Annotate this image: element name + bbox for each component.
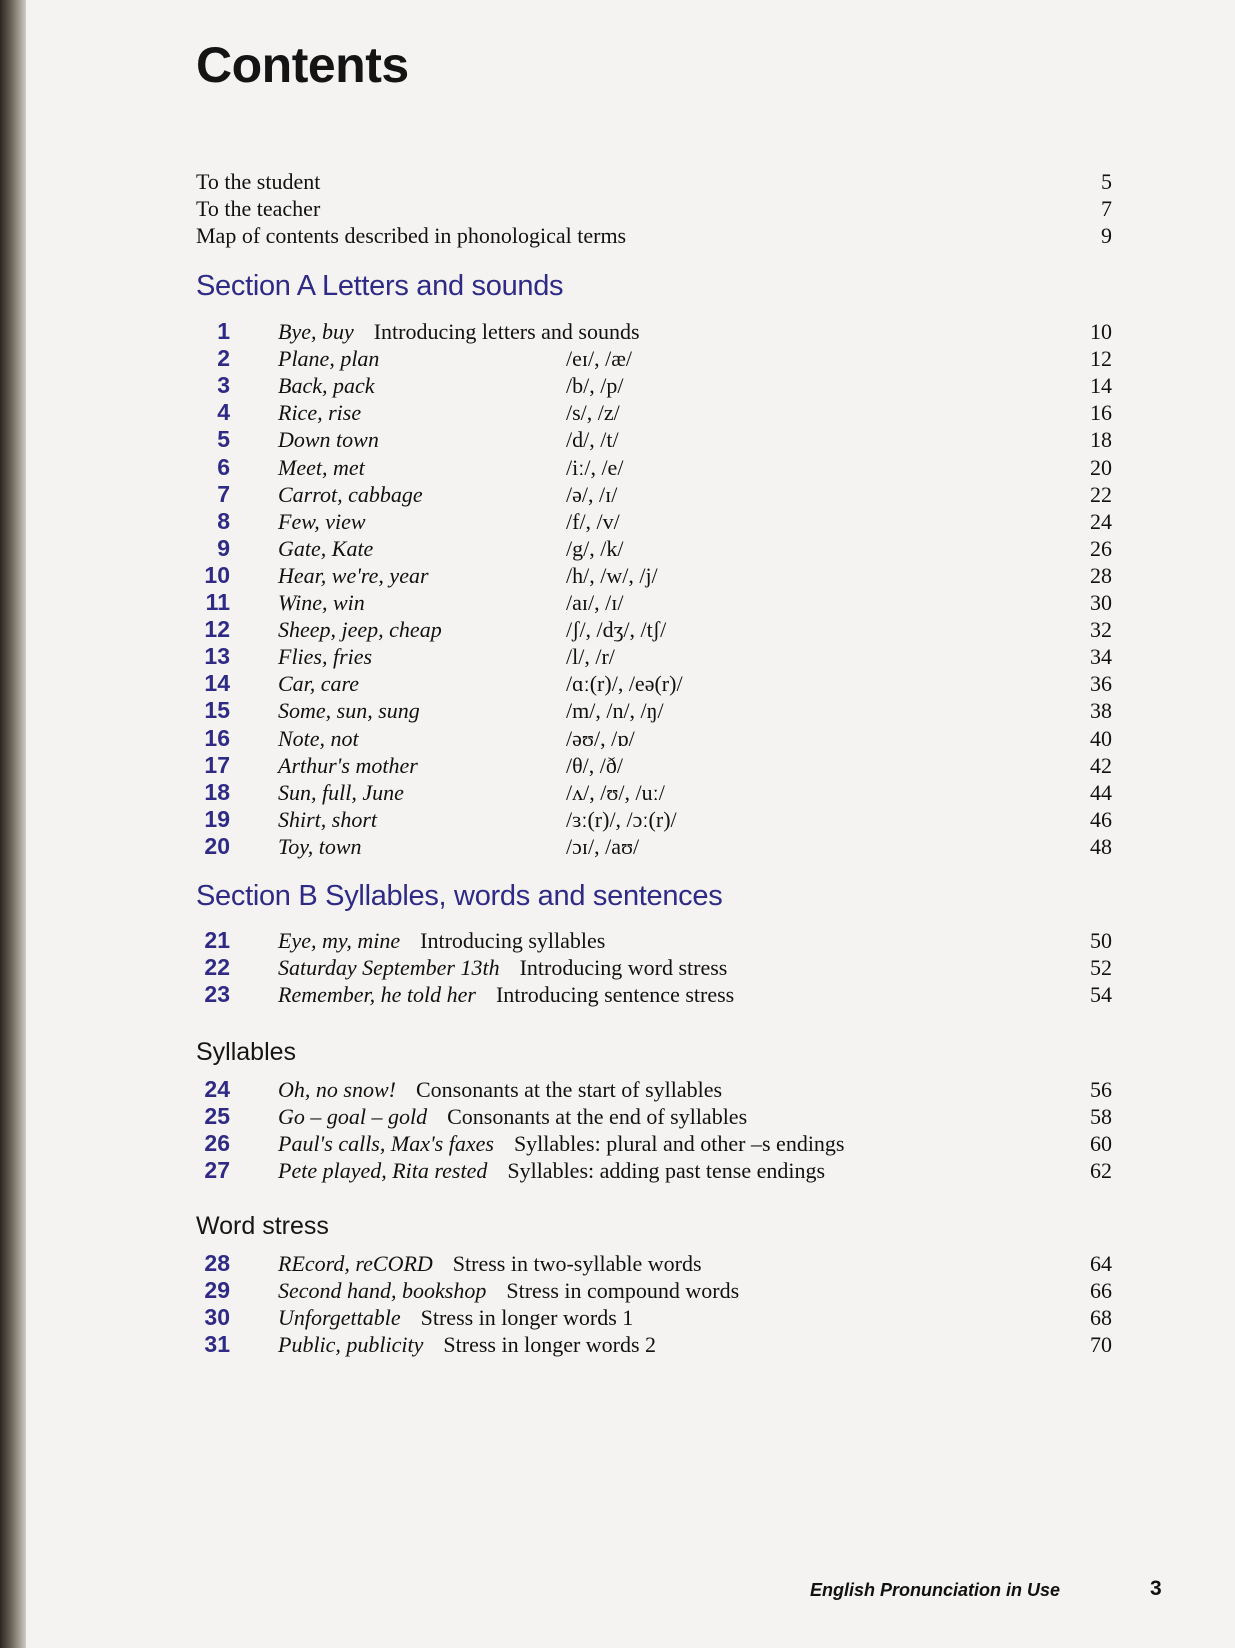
unit-sounds: /θ/, /ð/ [566, 752, 623, 778]
page-number: 12 [1090, 346, 1112, 372]
unit-title: Car, care [278, 671, 360, 697]
page-number: 64 [1090, 1251, 1112, 1276]
page-title: Contents [196, 37, 409, 93]
unit-title-group [278, 1157, 825, 1184]
unit-number: 26 [204, 1130, 230, 1156]
word-stress-heading: Word stress [196, 1212, 329, 1240]
page-number: 16 [1090, 400, 1112, 426]
unit-row [196, 833, 1112, 860]
page-number: 48 [1090, 833, 1112, 859]
unit-number: 25 [204, 1103, 230, 1129]
unit-title: Oh, no snow! [278, 1077, 396, 1102]
unit-number: 24 [204, 1076, 230, 1102]
page-number: 9 [1101, 223, 1112, 248]
unit-title-group [278, 1103, 747, 1130]
unit-row [196, 318, 1112, 345]
page-number: 7 [1101, 196, 1112, 221]
unit-title-group [278, 752, 438, 779]
unit-number: 21 [204, 927, 230, 953]
unit-title: Rice, rise [278, 400, 362, 426]
unit-number: 8 [217, 507, 230, 534]
unit-number: 19 [204, 805, 230, 832]
page-number: 28 [1090, 562, 1112, 588]
unit-number: 9 [217, 534, 230, 561]
unit-title-group [278, 426, 399, 453]
unit-number: 22 [204, 954, 230, 980]
unit-title-group [278, 643, 392, 670]
page-number: 20 [1090, 454, 1112, 480]
unit-description: Introducing word stress [519, 955, 728, 980]
unit-title-group [278, 508, 386, 535]
unit-number: 5 [217, 426, 230, 453]
unit-sounds: /əʊ/, /ɒ/ [566, 725, 635, 751]
unit-title-group [278, 1076, 722, 1103]
unit-number: 1 [217, 318, 230, 344]
footer-page-number: 3 [1150, 1577, 1162, 1600]
page-number: 52 [1090, 955, 1112, 980]
unit-title-group [278, 697, 440, 724]
unit-row [196, 643, 1112, 670]
page-number: 58 [1090, 1104, 1112, 1129]
unit-title: Wine, win [278, 590, 365, 615]
unit-title: Paul's calls, Max's faxes [278, 1131, 494, 1156]
unit-row [196, 481, 1112, 508]
unit-sounds: /ɑː(r)/, /eə(r)/ [566, 671, 683, 697]
page-number: 34 [1090, 644, 1112, 670]
page-number: 60 [1090, 1131, 1112, 1156]
unit-description: Consonants at the start of syllables [415, 1077, 723, 1102]
unit-title: Plane, plan [278, 346, 380, 372]
unit-row [196, 954, 1112, 981]
unit-sounds: /ɜː(r)/, /ɔː(r)/ [566, 806, 677, 832]
unit-title-group [278, 806, 397, 833]
unit-sounds: /ɔɪ/, /aʊ/ [566, 833, 640, 859]
unit-row [196, 752, 1112, 779]
page-number: 44 [1090, 779, 1112, 805]
section-a-heading: Section A Letters and sounds [196, 270, 564, 302]
unit-row [196, 806, 1112, 833]
unit-row [196, 927, 1112, 954]
unit-row [196, 426, 1112, 453]
unit-row [196, 454, 1112, 481]
unit-sounds: /m/, /n/, /ŋ/ [566, 698, 664, 724]
unit-sounds: /ʃ/, /dʒ/, /tʃ/ [566, 617, 667, 643]
page-number: 18 [1090, 427, 1112, 453]
unit-title-group [278, 1304, 633, 1331]
unit-row [196, 1277, 1112, 1304]
unit-number: 30 [204, 1304, 230, 1330]
page-number: 70 [1090, 1332, 1112, 1357]
unit-row [196, 1103, 1112, 1130]
unit-description: Stress in compound words [506, 1278, 740, 1303]
unit-number: 11 [205, 589, 230, 615]
unit-title-group [278, 725, 379, 752]
unit-title: Public, publicity [278, 1332, 424, 1357]
unit-title-group [278, 589, 385, 616]
unit-title-group [278, 318, 640, 345]
unit-number: 23 [204, 981, 230, 1007]
unit-number: 27 [204, 1157, 230, 1183]
unit-sounds: /f/, /v/ [566, 508, 620, 534]
unit-title: Down town [278, 427, 379, 453]
unit-number: 10 [204, 561, 230, 588]
page-number: 22 [1090, 481, 1112, 507]
unit-number: 29 [204, 1277, 230, 1303]
unit-number: 20 [204, 832, 230, 859]
book-spine-shadow [0, 0, 26, 1648]
unit-title-group [278, 779, 424, 806]
unit-title-group [278, 616, 462, 643]
page-number: 5 [1101, 169, 1112, 194]
unit-sounds: /s/, /z/ [566, 400, 620, 426]
unit-title-group [278, 1277, 739, 1304]
unit-title-group [278, 1331, 656, 1358]
unit-row [196, 589, 1112, 616]
unit-number: 14 [204, 670, 230, 697]
unit-number: 16 [204, 724, 230, 751]
unit-number: 4 [217, 399, 230, 426]
section-b-heading: Section B Syllables, words and sentences [196, 880, 723, 912]
page-number: 68 [1090, 1305, 1112, 1330]
unit-title-group [278, 454, 385, 481]
unit-number: 15 [204, 697, 230, 724]
unit-row [196, 1331, 1112, 1358]
unit-row [196, 1130, 1112, 1157]
page-number: 30 [1090, 590, 1112, 615]
unit-row [196, 508, 1112, 535]
unit-sounds: /d/, /t/ [566, 427, 619, 453]
unit-number: 17 [204, 751, 230, 778]
unit-title-group [278, 981, 734, 1008]
page-number: 46 [1090, 806, 1112, 832]
unit-number: 2 [217, 345, 230, 372]
unit-title-group [278, 1130, 845, 1157]
unit-description: Introducing syllables [420, 928, 606, 953]
unit-row [196, 1250, 1112, 1277]
unit-row [196, 1076, 1112, 1103]
unit-title: Flies, fries [278, 644, 373, 670]
unit-number: 7 [217, 480, 230, 507]
unit-description: Stress in two-syllable words [452, 1251, 702, 1276]
unit-title: Toy, town [278, 833, 362, 859]
unit-description: Syllables: adding past tense endings [507, 1158, 826, 1183]
unit-title: Sheep, jeep, cheap [278, 617, 442, 643]
unit-title: REcord, reCORD [278, 1251, 433, 1276]
unit-row [196, 779, 1112, 806]
unit-title: Pete played, Rita rested [278, 1158, 488, 1183]
unit-title-group [278, 372, 395, 399]
unit-row [196, 535, 1112, 562]
unit-number: 31 [204, 1331, 230, 1357]
unit-sounds: /b/, /p/ [566, 373, 624, 399]
unit-title: Few, view [278, 508, 366, 534]
unit-description: Stress in longer words 2 [443, 1332, 657, 1357]
unit-sounds: /ə/, /ɪ/ [566, 481, 618, 507]
intro-row [196, 195, 1112, 222]
page-number: 26 [1090, 535, 1112, 561]
page-number: 56 [1090, 1077, 1112, 1102]
syllables-heading: Syllables [196, 1038, 297, 1066]
page-number: 24 [1090, 508, 1112, 534]
unit-title: Shirt, short [278, 806, 378, 832]
unit-row [196, 981, 1112, 1008]
unit-sounds: /ʌ/, /ʊ/, /uː/ [566, 779, 665, 805]
unit-description: Consonants at the end of syllables [447, 1104, 748, 1129]
page-number: 54 [1090, 982, 1112, 1007]
intro-title: Map of contents described in phonological terms [196, 223, 627, 248]
unit-description: Introducing letters and sounds [373, 319, 640, 344]
unit-title-group [278, 562, 449, 589]
unit-description: Syllables: plural and other –s endings [513, 1131, 845, 1156]
page-number: 10 [1090, 319, 1112, 344]
unit-row [196, 616, 1112, 643]
page-number: 40 [1090, 725, 1112, 751]
unit-title: Meet, met [278, 454, 365, 480]
unit-sounds: /h/, /w/, /j/ [566, 562, 658, 588]
unit-title: Second hand, bookshop [278, 1278, 487, 1303]
intro-row [196, 222, 1112, 249]
unit-title-group [278, 1250, 702, 1277]
unit-title: Sun, full, June [278, 779, 404, 805]
unit-sounds: /iː/, /e/ [566, 454, 624, 480]
footer-book-title: English Pronunciation in Use [810, 1580, 1061, 1600]
unit-number: 3 [217, 372, 230, 399]
unit-title: Remember, he told her [278, 982, 476, 1007]
unit-title: Hear, we're, year [278, 562, 429, 588]
unit-title: Eye, my, mine [278, 928, 401, 953]
unit-title: Carrot, cabbage [278, 481, 423, 507]
unit-title-group [278, 481, 443, 508]
intro-title: To the teacher [196, 196, 321, 221]
unit-sounds: /l/, /r/ [566, 644, 615, 670]
unit-title: Note, not [278, 725, 359, 751]
unit-row [196, 372, 1112, 399]
unit-row [196, 697, 1112, 724]
unit-title-group [278, 954, 727, 981]
unit-row [196, 562, 1112, 589]
unit-description: Stress in longer words 1 [420, 1305, 634, 1330]
unit-row [196, 670, 1112, 697]
unit-title-group [278, 927, 605, 954]
unit-number: 12 [204, 616, 230, 643]
page-number: 14 [1090, 373, 1112, 399]
unit-row [196, 1157, 1112, 1184]
unit-title-group [278, 670, 379, 697]
unit-row [196, 725, 1112, 752]
unit-title-group [278, 399, 381, 426]
page-number: 32 [1090, 617, 1112, 643]
unit-title: Unforgettable [278, 1305, 401, 1330]
page-number: 50 [1090, 928, 1112, 953]
unit-sounds: /aɪ/, /ɪ/ [566, 590, 624, 615]
unit-description: Introducing sentence stress [495, 982, 735, 1007]
unit-number: 6 [217, 453, 230, 480]
page-number: 62 [1090, 1158, 1112, 1183]
page-number: 42 [1090, 752, 1112, 778]
unit-row [196, 345, 1112, 372]
unit-title: Saturday September 13th [278, 955, 500, 980]
unit-number: 28 [204, 1250, 230, 1276]
unit-sounds: /eɪ/, /æ/ [566, 346, 632, 372]
page-number: 38 [1090, 698, 1112, 724]
unit-sounds: /g/, /k/ [566, 535, 624, 561]
unit-title: Back, pack [278, 373, 375, 399]
unit-number: 13 [204, 643, 230, 670]
unit-title-group [278, 535, 393, 562]
unit-title: Gate, Kate [278, 535, 374, 561]
unit-title-group [278, 833, 382, 860]
unit-number: 18 [204, 778, 230, 805]
intro-row [196, 168, 1112, 195]
unit-title: Some, sun, sung [278, 698, 420, 724]
page-number: 66 [1090, 1278, 1112, 1303]
unit-title: Bye, buy [278, 319, 354, 344]
unit-row [196, 1304, 1112, 1331]
unit-title-group [278, 345, 399, 372]
unit-title: Go – goal – gold [278, 1104, 428, 1129]
unit-row [196, 399, 1112, 426]
intro-title: To the student [196, 169, 321, 194]
unit-title: Arthur's mother [278, 752, 418, 778]
page-number: 36 [1090, 671, 1112, 697]
